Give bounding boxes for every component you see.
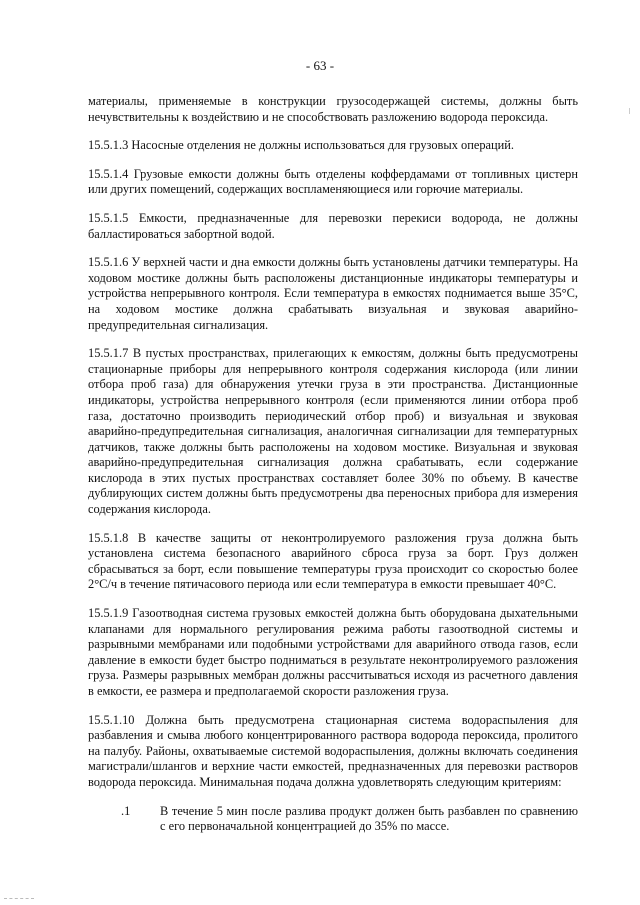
paragraph-15-5-1-3: 15.5.1.3 Насосные отделения не должны использоваться для грузовых операций. xyxy=(88,138,515,153)
page-number: - 63 - xyxy=(305,58,335,73)
paragraph-15-5-1-9: 15.5.1.9 Газоотводная система грузовых емкостей должна быть оборудована дыхательными клапанами для нормального регулирования режима работы газоотводной системы и разрывными мембранами или подобными устройствами для аварийного отвода газов, если давление в емкости будет быстро подниматься в результате неконтролируемого разложения груза. Размеры разрывных мембран должны рассчитываться исходя из расчетного давления в емкости, ее размера и предполагаемой скорости разложения груза. xyxy=(88,606,578,698)
list-item xyxy=(88,804,578,835)
paragraph-15-5-1-7: 15.5.1.7 В пустых пространствах, прилегающих к емкостям, должны быть предусмотрены стационарные приборы для непрерывного контроля содержания кислорода (или линии отбора проб газа) для обнаружения утечки груза в эти пространства. Дистанционные индикаторы, устройства непрерывного контроля (если применяются линии отбора проб газа, достаточно производить периодический отбор проб) и визуальная и звуковая аварийно-предупредительная сигнализация, аналогичная сигнализации для температурных датчиков, также должны быть расположены на ходовом мостике. Визуальная и звуковая аварийно-предупредительная сигнализация должна срабатывать, если содержание кислорода в этих пустых пространствах составляет более 30% по объему. В качестве дублирующих систем должны быть предусмотрены два переносных прибора для измерения содержания кислорода. xyxy=(88,346,578,517)
list-item-text: В течение 5 мин после разлива продукт должен быть разбавлен по сравнению с его первоначальной концентрацией до 35% по массе. xyxy=(160,803,578,834)
document-body xyxy=(88,94,578,835)
scan-artifact xyxy=(4,897,34,899)
scan-artifact xyxy=(629,108,630,114)
paragraph-15-5-1-8: 15.5.1.8 В качестве защиты от неконтролируемого разложения груза должна быть установлена система безопасного аварийного сброса груза за борт. Груз должен сбрасываться за борт, если повышение температуры груза происходит со скоростью более 2°C/ч в течение пятичасового периода или если температура в емкости превышает 40°C. xyxy=(88,530,578,592)
paragraph-15-5-1-4: 15.5.1.4 Грузовые емкости должны быть отделены коффердамами от топливных цистерн или других помещений, содержащих воспламеняющиеся или горючие материалы. xyxy=(88,166,578,197)
paragraph-15-5-1-5: 15.5.1.5 Емкости, предназначенные для перевозки перекиси водорода, не должны балластироваться забортной водой. xyxy=(88,210,578,241)
paragraph-continuation: материалы, применяемые в конструкции грузосодержащей системы, должны быть нечувствительны к воздействию и не способствовать разложению водорода пероксида. xyxy=(88,94,578,124)
list-item-number: .1 xyxy=(121,803,131,818)
paragraph-15-5-1-10: 15.5.1.10 Должна быть предусмотрена стационарная система водораспыления для разбавления и смыва любого концентрированного раствора водорода пероксида, пролитого на палубу. Районы, охватываемые системой водораспыления, должны включать соединения магистрали/шлангов и верхние части емкостей, предназначенных для перевозки растворов водорода пероксида. Минимальная подача должна удовлетворять следующим критериям: xyxy=(88,712,578,789)
paragraph-15-5-1-6: 15.5.1.6 У верхней части и дна емкости должны быть установлены датчики температуры. На ходовом мостике должны быть расположены дистанционные индикаторы температуры и устройства непрерывного контроля. Если температура в емкостях поднимается выше 35°C, на ходовом мостике должна срабатывать визуальная и звуковая аварийно-предупредительная сигнализация. xyxy=(88,255,578,332)
